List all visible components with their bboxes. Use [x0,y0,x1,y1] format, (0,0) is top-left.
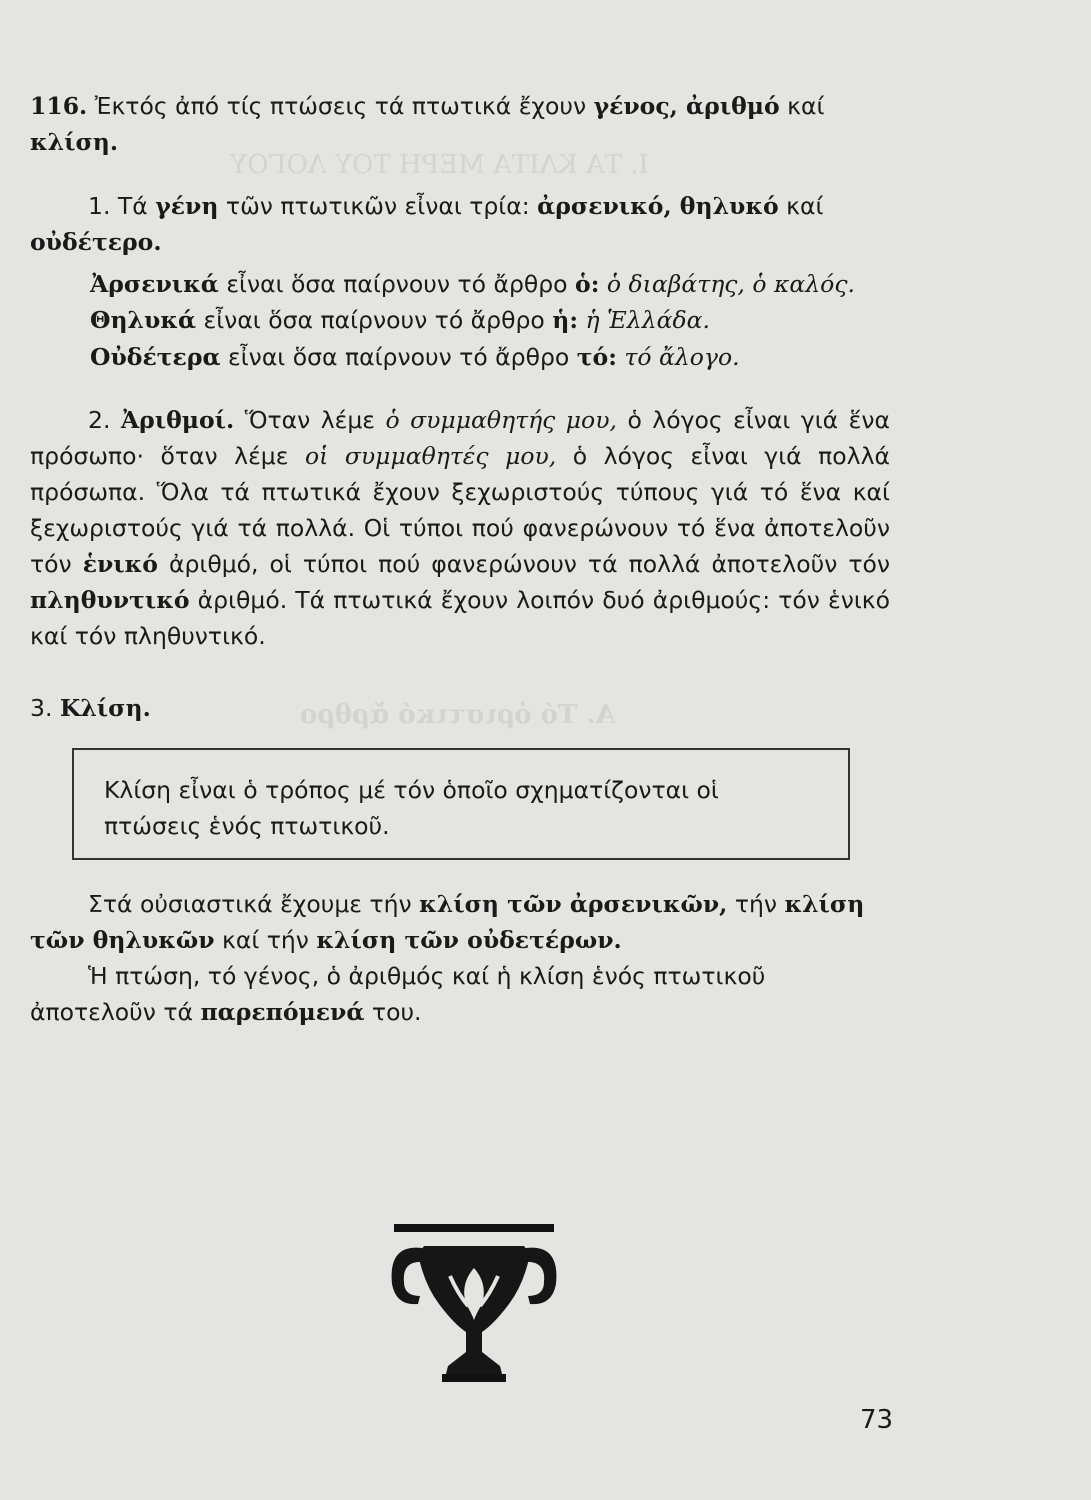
reverse-side-show-through: Α. Τό ὁριστικό ἄρθρο [300,700,616,730]
declension-heading: 3. Κλίση. [30,694,151,722]
genders-intro: 1. Τά γένη τῶν πτωτικῶν εἶναι τρία: ἀρσενικό, θηλυκό καί οὐδέτερο. [30,192,824,256]
closing-paragraph: Στά οὐσιαστικά ἔχουμε τήν κλίση τῶν ἀρσενικῶν, τήν κλίση τῶν θηλυκῶν καί τήν κλίση τῶν οὐδετέρων. [30,890,865,954]
masculine-line: Ἀρσενικά εἶναι ὅσα παίρνουν τό ἄρθρο ὁ: ὁ διαβάτης, ὁ καλός. [90,270,855,298]
vase-ornament-icon [384,1224,564,1392]
reverse-side-show-through: Ι. ΤΑ ΚΛΙΤΑ ΜΕΡΗ ΤΟΥ ΛΟΓΟΥ [230,150,649,180]
feminine-line: Θηλυκά εἶναι ὅσα παίρνουν τό ἄρθρο ἡ: ἡ Ἑλλάδα. [90,306,710,334]
definition-text: Κλίση εἶναι ὁ τρόπος μέ τόν ὁποῖο σχηματίζονται οἱ πτώσεις ἑνός πτωτικοῦ. [104,776,719,840]
definition-box [72,748,850,860]
neuter-line: Οὐδέτερα εἶναι ὅσα παίρνουν τό ἄρθρο τό: τό ἄλογο. [90,343,740,371]
section-number: 116. [30,92,88,120]
paragraph-116: 116. Ἐκτός ἀπό τίς πτώσεις τά πτωτικά ἔχουν γένος, ἀριθμό καί κλίση. [30,92,825,156]
page-number: 73 [860,1405,894,1435]
summary-paragraph: Ἡ πτώση, τό γένος, ὁ ἀριθμός καί ἡ κλίση ἑνός πτωτικοῦ ἀποτελοῦν τά παρεπόμενά του. [30,962,766,1026]
numbers-paragraph: 2. Ἀριθμοί. Ὅταν λέμε ὁ συμμαθητής μου, ὁ λόγος εἶναι γιά ἕνα πρόσωπο· ὅταν λέμε οἱ συμμαθητές μου, ὁ λόγος εἶναι γιά πολλά πρόσωπα. Ὅλα τά πτωτικά ἔχουν ξεχωριστούς τύπους γιά τό ἕνα καί ξεχωριστούς γιά τά πολλά. Οἱ τύποι πού φανερώνουν τό ἕνα ἀποτελοῦν τόν ἑνικό ἀριθμό, οἱ τύποι πού φανερώνουν τά πολλά ἀποτελοῦν τόν πληθυντικό ἀριθμό. Τά πτωτικά ἔχουν λοιπόν δυό ἀριθμούς: τόν ἑνικό καί τόν πληθυντικό. [30,406,890,650]
